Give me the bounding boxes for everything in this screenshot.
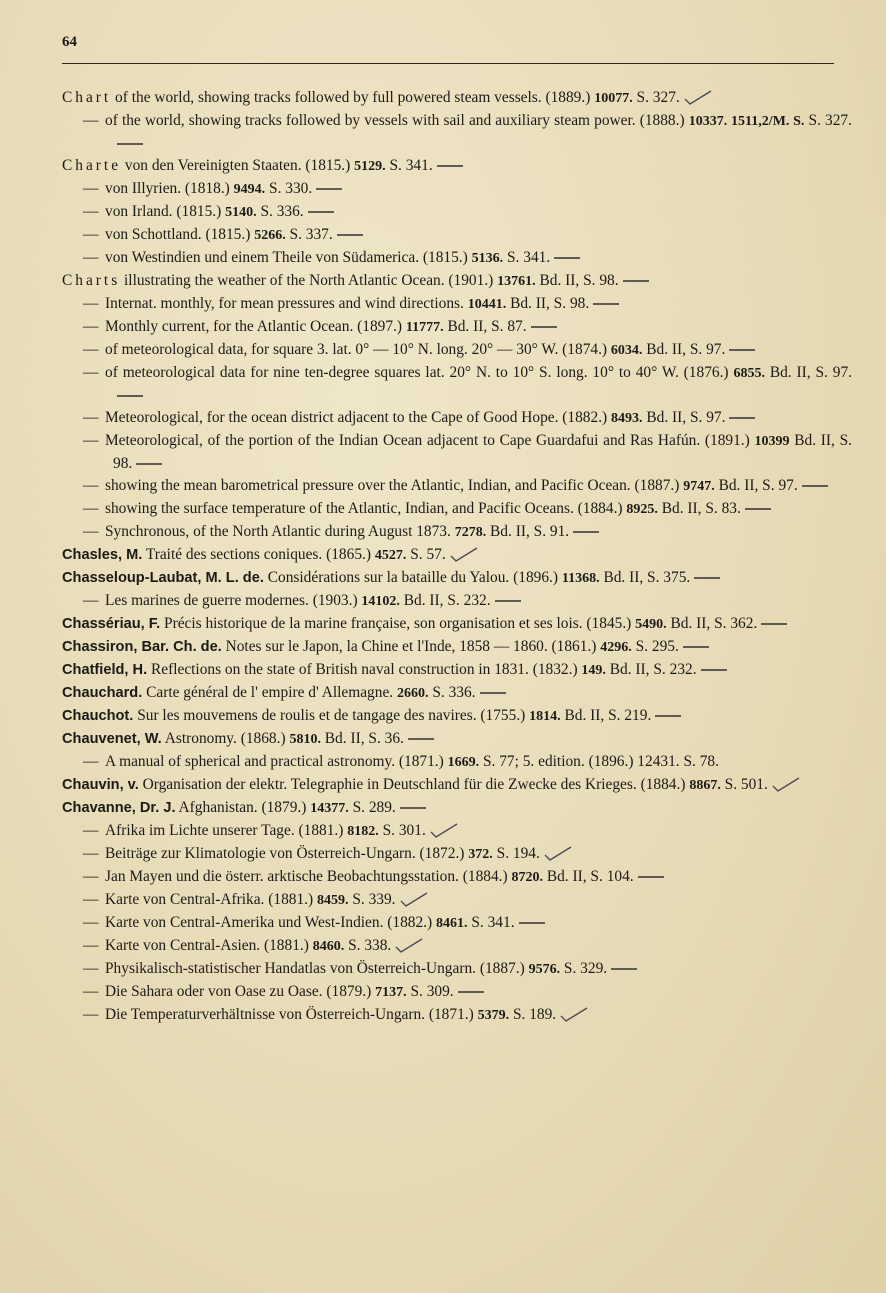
pencil-dash-mark	[745, 508, 771, 510]
catalog-subentry	[62, 110, 852, 155]
pencil-dash-mark	[408, 738, 434, 740]
entry-catalog-number: 13761.	[497, 274, 536, 289]
entry-catalog-number: 14102.	[361, 594, 400, 609]
catalog-entry	[62, 636, 852, 659]
ditto-dash: —	[83, 180, 99, 197]
catalog-subentry	[62, 935, 852, 958]
entry-catalog-number: 4296.	[600, 640, 632, 655]
entry-page-ref: Bd. II, S. 97.	[764, 364, 852, 381]
entry-catalog-number: 9747.	[683, 479, 715, 494]
entry-heading: Chauvenet, W.	[62, 731, 162, 747]
entry-heading: Chart	[62, 89, 112, 106]
catalog-subentry	[62, 498, 852, 521]
entry-page-ref: Bd. II, S. 362.	[666, 615, 758, 632]
pencil-checkmark-icon	[772, 777, 800, 793]
entry-title: Internat. monthly, for mean pressures and wind directions.	[105, 295, 468, 312]
catalog-subentry	[62, 475, 852, 498]
entry-title: showing the mean barometrical pressure over the Atlantic, Indian, and Pacific Ocean. (1887.)	[105, 477, 684, 494]
entry-title: illustrating the weather of the North Atlantic Ocean. (1901.)	[120, 272, 498, 289]
pencil-checkmark-icon	[544, 846, 572, 862]
entry-title: A manual of spherical and practical astronomy. (1871.)	[105, 753, 448, 770]
entry-title: Carte général de l' empire d' Allemagne.	[142, 684, 397, 701]
pencil-dash-mark	[554, 257, 580, 259]
entry-catalog-number: 11777.	[405, 320, 444, 335]
entry-title: Les marines de guerre modernes. (1903.)	[105, 592, 362, 609]
entry-catalog-number: 372.	[468, 847, 493, 862]
entry-heading: Charts	[62, 272, 121, 289]
entry-title: showing the surface temperature of the Atlantic, Indian, and Pacific Oceans. (1884.)	[105, 500, 627, 517]
pencil-dash-mark	[729, 349, 755, 351]
entry-title: Meteorological, for the ocean district adjacent to the Cape of Good Hope. (1882.)	[105, 409, 612, 426]
entry-page-ref: Bd. II, S. 36.	[320, 730, 404, 747]
entry-title: Considérations sur la bataille du Yalou. (1896.)	[263, 569, 562, 586]
pencil-dash-mark	[623, 280, 649, 282]
ditto-dash: —	[83, 249, 99, 266]
pencil-dash-mark	[531, 326, 557, 328]
catalog-entry	[62, 797, 852, 820]
entry-page-ref: Bd. II, S. 104.	[542, 868, 634, 885]
pencil-dash-mark	[729, 417, 755, 419]
ditto-dash: —	[83, 960, 99, 977]
entry-page-ref: Bd. II, S. 87.	[443, 318, 527, 335]
pencil-dash-mark	[308, 211, 334, 213]
ditto-dash: —	[83, 409, 99, 426]
entry-page-ref: Bd. II, S. 97.	[642, 409, 726, 426]
entry-catalog-number: 10399	[754, 434, 790, 449]
entry-page-ref: S. 295.	[631, 638, 679, 655]
pencil-checkmark-icon	[395, 938, 423, 954]
pencil-checkmark-icon	[450, 547, 478, 563]
entry-page-ref: S. 330.	[265, 180, 313, 197]
ditto-dash: —	[83, 983, 99, 1000]
entry-heading: Charte	[62, 157, 122, 174]
pencil-dash-mark	[316, 188, 342, 190]
entry-title: Sur les mouvemens de roulis et de tangage des navires. (1755.)	[133, 707, 530, 724]
entry-page-ref: S. 327.	[632, 89, 680, 106]
entry-catalog-number: 8459.	[316, 893, 349, 908]
catalog-subentry	[62, 912, 852, 935]
entry-title: Astronomy. (1868.)	[161, 730, 290, 747]
catalog-subentry	[62, 1004, 852, 1027]
entry-page-ref: Bd. II, S. 232.	[605, 661, 697, 678]
entry-page-ref: S. 289.	[348, 799, 396, 816]
ditto-dash: —	[83, 112, 99, 129]
catalog-entry	[62, 728, 852, 751]
entry-catalog-number: 8925.	[626, 502, 658, 517]
entry-title: of meteorological data for nine ten-degree squares lat. 20° N. to 10° S. long. 10° to 40° W. (1876.)	[105, 364, 734, 381]
ditto-dash: —	[83, 226, 99, 243]
entry-title: Die Temperaturverhältnisse von Österreich-Ungarn. (1871.)	[105, 1006, 478, 1023]
entry-catalog-number: 8867.	[689, 778, 721, 793]
catalog-subentry	[62, 843, 852, 866]
catalog-subentry	[62, 430, 852, 475]
catalog-entry	[62, 155, 852, 178]
catalog-subentry	[62, 362, 852, 407]
entry-page-ref: S. 341.	[503, 249, 551, 266]
catalog-subentry	[62, 958, 852, 981]
entry-title: von den Vereinigten Staaten. (1815.)	[121, 157, 355, 174]
entry-catalog-number: 1814.	[529, 709, 561, 724]
catalog-subentry	[62, 247, 852, 270]
ditto-dash: —	[83, 432, 99, 449]
entry-catalog-number: 5136.	[471, 251, 504, 266]
entry-title: of the world, showing tracks followed by vessels with sail and auxiliary steam power. (1888.)	[105, 112, 689, 129]
entry-catalog-number: 5490.	[635, 617, 667, 632]
ditto-dash: —	[83, 891, 99, 908]
entry-title: Synchronous, of the North Atlantic during August 1873.	[105, 523, 455, 540]
entry-catalog-number: 11368.	[561, 571, 600, 586]
entry-page-ref: S. 57.	[406, 546, 446, 563]
pencil-dash-mark	[638, 876, 664, 878]
entry-catalog-number: 7278.	[454, 525, 487, 540]
catalog-subentry	[62, 521, 852, 544]
pencil-dash-mark	[802, 485, 828, 487]
ditto-dash: —	[83, 937, 99, 954]
pencil-checkmark-icon	[430, 823, 458, 839]
pencil-dash-mark	[117, 143, 143, 145]
catalog-entry	[62, 613, 852, 636]
pencil-dash-mark	[519, 922, 545, 924]
entry-title: Meteorological, of the portion of the Indian Ocean adjacent to Cape Guardafui and Ras Hafún. (1891.)	[105, 432, 755, 449]
pencil-dash-mark	[761, 623, 787, 625]
entry-catalog-number: 8720.	[511, 870, 543, 885]
entry-title: Reflections on the state of British naval construction in 1831. (1832.)	[147, 661, 582, 678]
entry-catalog-number: 10077.	[594, 91, 633, 106]
ditto-dash: —	[83, 845, 99, 862]
pencil-dash-mark	[117, 395, 143, 397]
entry-page-ref: Bd. II, S. 98.	[113, 432, 852, 472]
entry-page-ref: Bd. II, S. 97.	[714, 477, 798, 494]
entry-page-ref: Bd. II, S. 97.	[642, 341, 726, 358]
catalog-subentry	[62, 590, 852, 613]
pencil-dash-mark	[136, 463, 162, 465]
entry-catalog-number: 8461.	[436, 916, 468, 931]
ditto-dash: —	[83, 822, 99, 839]
entry-catalog-number: 5129.	[354, 159, 386, 174]
entry-page-ref: S. 341.	[467, 914, 515, 931]
catalog-subentry	[62, 866, 852, 889]
page-number: 64	[62, 34, 77, 50]
entry-catalog-number: 2660.	[396, 686, 429, 701]
entry-heading: Chatfield, H.	[62, 662, 148, 678]
pencil-dash-mark	[655, 715, 681, 717]
catalog-entry	[62, 774, 852, 797]
catalog-subentry	[62, 201, 852, 224]
entry-catalog-number: 5140.	[225, 205, 257, 220]
entry-catalog-number: 4527.	[374, 548, 407, 563]
entry-title: Die Sahara oder von Oase zu Oase. (1879.)	[105, 983, 376, 1000]
entry-title: Jan Mayen und die österr. arktische Beobachtungsstation. (1884.)	[105, 868, 512, 885]
entry-page-ref: S. 501.	[720, 776, 768, 793]
entry-title: von Illyrien. (1818.)	[105, 180, 234, 197]
catalog-subentry	[62, 224, 852, 247]
entry-page-ref: S. 337.	[285, 226, 333, 243]
entry-catalog-number: 5266.	[254, 228, 286, 243]
catalog-subentry	[62, 407, 852, 430]
entry-title: von Irland. (1815.)	[105, 203, 226, 220]
entry-page-ref: S. 189.	[509, 1006, 557, 1023]
ditto-dash: —	[83, 1006, 99, 1023]
pencil-dash-mark	[683, 646, 709, 648]
pencil-dash-mark	[694, 577, 720, 579]
entry-title: von Westindien und einem Theile von Südamerica. (1815.)	[105, 249, 472, 266]
pencil-checkmark-icon	[684, 90, 712, 106]
ditto-dash: —	[83, 318, 99, 335]
catalog-entries	[62, 87, 852, 1027]
pencil-dash-mark	[400, 807, 426, 809]
entry-title: Traité des sections coniques. (1865.)	[142, 546, 375, 563]
ditto-dash: —	[83, 868, 99, 885]
entry-catalog-number: 9494.	[233, 182, 266, 197]
entry-page-ref: Bd. II, S. 232.	[399, 592, 491, 609]
entry-title: Karte von Central-Amerika und West-Indien. (1882.)	[105, 914, 436, 931]
catalog-entry	[62, 705, 852, 728]
entry-catalog-number: 149.	[581, 663, 606, 678]
entry-heading: Chauvin, v.	[62, 777, 139, 793]
entry-page-ref: Bd. II, S. 91.	[486, 523, 570, 540]
entry-title: of meteorological data, for square 3. lat. 0° — 10° N. long. 20° — 30° W. (1874.)	[105, 341, 611, 358]
ditto-dash: —	[83, 592, 99, 609]
catalog-subentry	[62, 751, 852, 774]
entry-catalog-number: 5379.	[477, 1008, 510, 1023]
entry-page-ref: Bd. II, S. 375.	[599, 569, 691, 586]
catalog-entry	[62, 270, 852, 293]
entry-page-ref: S. 301.	[378, 822, 426, 839]
entry-page-ref: S. 77; 5. edition. (1896.) 12431. S. 78.	[479, 753, 719, 770]
entry-page-ref: S. 338.	[344, 937, 392, 954]
entry-page-ref: S. 329.	[560, 960, 608, 977]
entry-page-ref: S. 336.	[428, 684, 476, 701]
entry-title: Précis historique de la marine française, son organisation et ses lois. (1845.)	[160, 615, 636, 632]
entry-title: von Schottland. (1815.)	[105, 226, 255, 243]
entry-title: Monthly current, for the Atlantic Ocean. (1897.)	[105, 318, 406, 335]
entry-title: Afghanistan. (1879.)	[175, 799, 311, 816]
entry-title: Karte von Central-Afrika. (1881.)	[105, 891, 317, 908]
entry-page-ref: Bd. II, S. 98.	[535, 272, 619, 289]
entry-catalog-number: 8460.	[312, 939, 345, 954]
entry-title: of the world, showing tracks followed by full powered steam vessels. (1889.)	[111, 89, 595, 106]
ditto-dash: —	[83, 364, 99, 381]
ditto-dash: —	[83, 477, 99, 494]
catalog-subentry	[62, 293, 852, 316]
entry-page-ref: S. 327.	[804, 112, 852, 129]
ditto-dash: —	[83, 500, 99, 517]
entry-catalog-number: 9576.	[528, 962, 561, 977]
entry-catalog-number: 10441.	[467, 297, 507, 312]
entry-page-ref: S. 341.	[385, 157, 433, 174]
entry-heading: Chassiron, Bar. Ch. de.	[62, 639, 222, 655]
entry-page-ref: S. 194.	[492, 845, 540, 862]
entry-heading: Chasseloup-Laubat, M. L. de.	[62, 570, 264, 586]
entry-catalog-number: 8493.	[611, 411, 643, 426]
catalog-entry	[62, 682, 852, 705]
entry-catalog-number: 14377.	[310, 801, 349, 816]
catalog-subentry	[62, 820, 852, 843]
entry-catalog-number: 6034.	[610, 343, 643, 358]
entry-page-ref: Bd. II, S. 83.	[657, 500, 741, 517]
header-rule	[62, 63, 834, 64]
entry-title: Notes sur le Japon, la Chine et l'Inde, 1858 — 1860. (1861.)	[221, 638, 601, 655]
ditto-dash: —	[83, 523, 99, 540]
entry-heading: Chavanne, Dr. J.	[62, 800, 176, 816]
pencil-dash-mark	[701, 669, 727, 671]
pencil-dash-mark	[337, 234, 363, 236]
catalog-subentry	[62, 178, 852, 201]
pencil-checkmark-icon	[400, 892, 428, 908]
entry-catalog-number: 10337. 1511,2/M. S.	[688, 114, 805, 129]
entry-heading: Chasles, M.	[62, 547, 143, 563]
catalog-subentry	[62, 339, 852, 362]
entry-catalog-number: 1669.	[447, 755, 480, 770]
pencil-dash-mark	[573, 531, 599, 533]
pencil-dash-mark	[611, 968, 637, 970]
entry-page-ref: S. 336.	[256, 203, 304, 220]
entry-catalog-number: 6855.	[733, 366, 765, 381]
pencil-dash-mark	[593, 303, 619, 305]
catalog-entry	[62, 567, 852, 590]
ditto-dash: —	[83, 914, 99, 931]
entry-heading: Chauchard.	[62, 685, 143, 701]
catalog-subentry	[62, 981, 852, 1004]
entry-title: Karte von Central-Asien. (1881.)	[105, 937, 313, 954]
entry-page-ref: S. 309.	[406, 983, 454, 1000]
ditto-dash: —	[83, 295, 99, 312]
entry-title: Afrika im Lichte unserer Tage. (1881.)	[105, 822, 348, 839]
catalog-subentry	[62, 889, 852, 912]
entry-catalog-number: 7137.	[375, 985, 407, 1000]
entry-title: Organisation der elektr. Telegraphie in Deutschland für die Zwecke des Krieges. (1884.)	[138, 776, 690, 793]
catalog-entry	[62, 87, 852, 110]
entry-page-ref: S. 339.	[348, 891, 396, 908]
entry-heading: Chassériau, F.	[62, 616, 161, 632]
catalog-entry	[62, 544, 852, 567]
catalog-subentry	[62, 316, 852, 339]
entry-catalog-number: 8182.	[347, 824, 379, 839]
ditto-dash: —	[83, 341, 99, 358]
pencil-dash-mark	[480, 692, 506, 694]
ditto-dash: —	[83, 753, 99, 770]
catalog-entry	[62, 659, 852, 682]
entry-title: Beiträge zur Klimatologie von Österreich-Ungarn. (1872.)	[105, 845, 469, 862]
pencil-dash-mark	[458, 991, 484, 993]
pencil-checkmark-icon	[560, 1007, 588, 1023]
pencil-dash-mark	[437, 165, 463, 167]
entry-page-ref: Bd. II, S. 219.	[560, 707, 652, 724]
pencil-dash-mark	[495, 600, 521, 602]
entry-title: Physikalisch-statistischer Handatlas von Österreich-Ungarn. (1887.)	[105, 960, 529, 977]
ditto-dash: —	[83, 203, 99, 220]
entry-heading: Chauchot.	[62, 708, 134, 724]
entry-page-ref: Bd. II, S. 98.	[506, 295, 590, 312]
entry-catalog-number: 5810.	[289, 732, 321, 747]
